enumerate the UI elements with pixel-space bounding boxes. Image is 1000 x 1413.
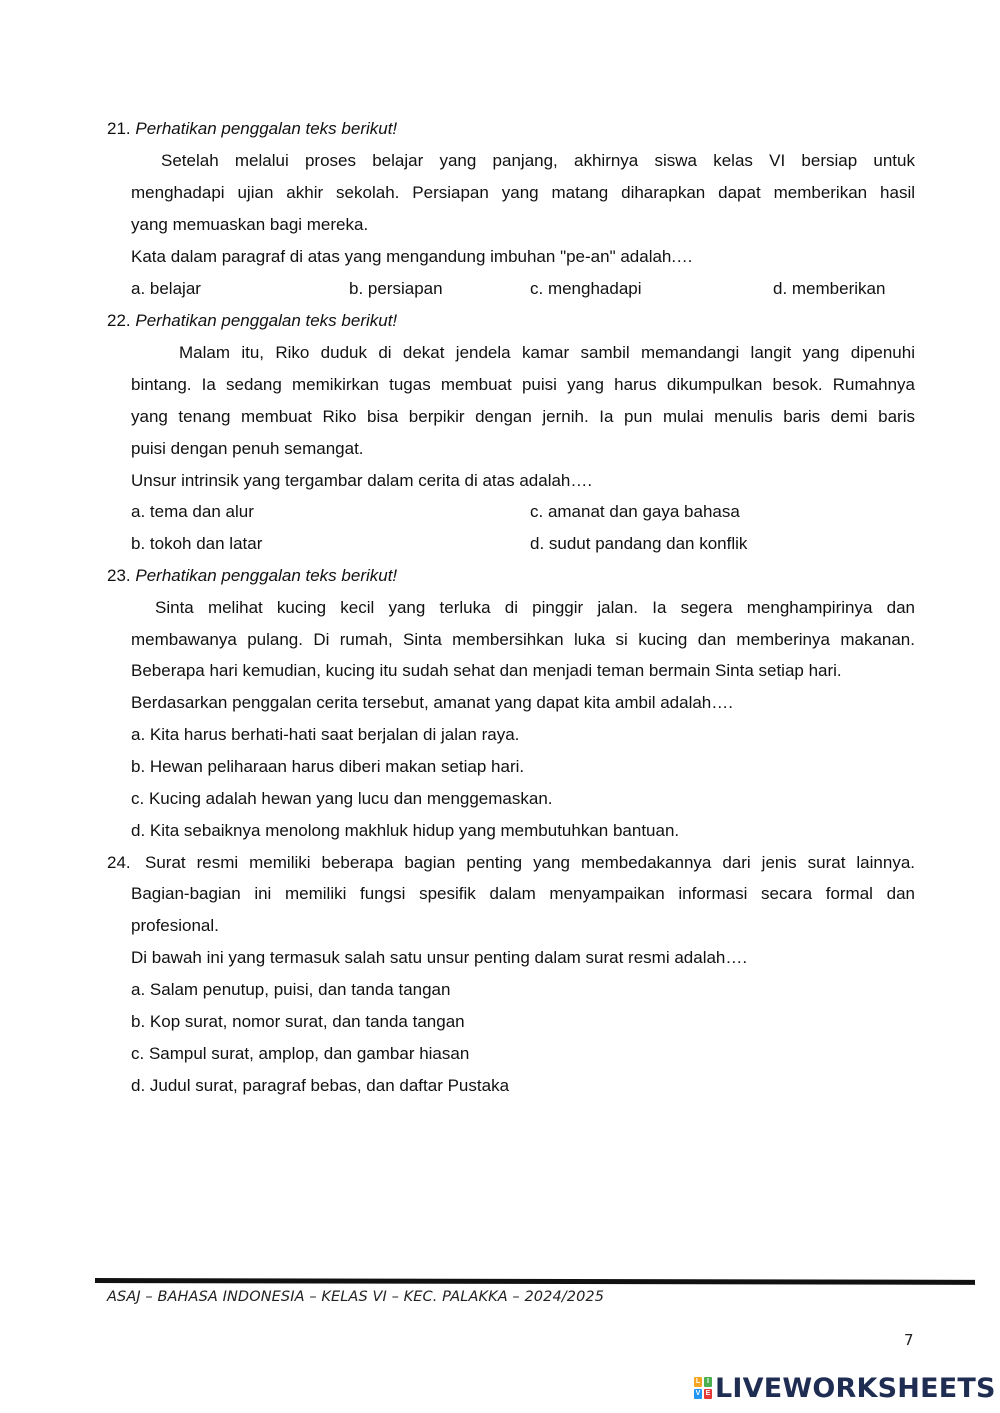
liveworksheets-mark-icon: L I V E	[695, 1378, 711, 1397]
question-text: Kata dalam paragraf di atas yang mengandung imbuhan "pe-an" adalah.…	[131, 247, 694, 266]
passage-line: yang memuaskan bagi mereka.	[131, 215, 369, 234]
option-b: b. persiapan	[349, 279, 443, 298]
passage-line: Malam itu, Riko duduk di dekat jendela kamar sambil memandangi langit yang dipenuhi	[179, 343, 915, 362]
question-22	[107, 311, 397, 331]
question-number: 21.	[107, 119, 131, 138]
passage-line: Bagian-bagian ini memiliki fungsi spesifik dalam menyampaikan informasi secara formal dan	[131, 884, 915, 903]
option-d: d. memberikan	[773, 279, 886, 298]
passage-line: profesional.	[131, 916, 219, 935]
passage-line: Surat resmi memiliki beberapa bagian penting yang membedakannya dari jenis surat lainnya.	[145, 853, 915, 872]
question-text: Berdasarkan penggalan cerita tersebut, amanat yang dapat kita ambil adalah….	[131, 693, 733, 712]
passage-line: membawanya pulang. Di rumah, Sinta membersihkan luka si kucing dan memberinya makanan.	[131, 630, 915, 649]
question-number: 23.	[107, 566, 131, 585]
liveworksheets-logo	[694, 1372, 996, 1404]
passage-line: bintang. Ia sedang memikirkan tugas membuat puisi yang harus dikumpulkan besok. Rumahnya	[131, 375, 915, 394]
liveworksheets-brand: LIVEWORKSHEETS	[715, 1372, 996, 1404]
option-a: a. tema dan alur	[131, 502, 254, 521]
footer-divider	[95, 1278, 975, 1285]
option-a: a. Kita harus berhati-hati saat berjalan di jalan raya.	[131, 725, 520, 744]
option-a: a. Salam penutup, puisi, dan tanda tangan	[131, 980, 451, 999]
footer-text: ASAJ – BAHASA INDONESIA – KELAS VI – KEC. PALAKKA – 2024/2025	[107, 1289, 605, 1305]
question-text: Di bawah ini yang termasuk salah satu unsur penting dalam surat resmi adalah….	[131, 948, 748, 967]
page-number: 7	[904, 1331, 914, 1349]
question-instruction: Perhatikan penggalan teks berikut!	[135, 566, 398, 585]
question-number: 22.	[107, 311, 131, 330]
option-c: c. Sampul surat, amplop, dan gambar hiasan	[131, 1044, 470, 1063]
question-23	[107, 566, 397, 586]
option-d: d. Judul surat, paragraf bebas, dan daftar Pustaka	[131, 1076, 510, 1095]
option-c: c. menghadapi	[530, 279, 642, 298]
option-a: a. belajar	[131, 279, 201, 298]
option-b: b. Hewan peliharaan harus diberi makan setiap hari.	[131, 757, 525, 776]
option-d: d. sudut pandang dan konflik	[530, 534, 748, 553]
option-c: c. Kucing adalah hewan yang lucu dan menggemaskan.	[131, 789, 553, 808]
passage-line: puisi dengan penuh semangat.	[131, 439, 364, 458]
passage-line: Setelah melalui proses belajar yang panjang, akhirnya siswa kelas VI bersiap untuk	[161, 151, 915, 170]
passage-line: Sinta melihat kucing kecil yang terluka di pinggir jalan. Ia segera menghampirinya dan	[155, 598, 915, 617]
passage-line: Beberapa hari kemudian, kucing itu sudah sehat dan menjadi teman bermain Sinta setiap hari.	[131, 661, 842, 680]
option-c: c. amanat dan gaya bahasa	[530, 502, 740, 521]
question-instruction: Perhatikan penggalan teks berikut!	[135, 311, 398, 330]
passage-line: menghadapi ujian akhir sekolah. Persiapan yang matang diharapkan dapat memberikan hasil	[131, 183, 915, 202]
option-d: d. Kita sebaiknya menolong makhluk hidup yang membutuhkan bantuan.	[131, 821, 680, 840]
question-instruction: Perhatikan penggalan teks berikut!	[135, 119, 398, 138]
question-24-number: 24.	[107, 853, 131, 872]
passage-line: yang tenang membuat Riko bisa berpikir dengan jernih. Ia pun mulai menulis baris demi baris	[131, 407, 915, 426]
question-text: Unsur intrinsik yang tergambar dalam cerita di atas adalah….	[131, 471, 593, 490]
option-b: b. tokoh dan latar	[131, 534, 263, 553]
question-21	[107, 119, 397, 139]
option-b: b. Kop surat, nomor surat, dan tanda tangan	[131, 1012, 465, 1031]
